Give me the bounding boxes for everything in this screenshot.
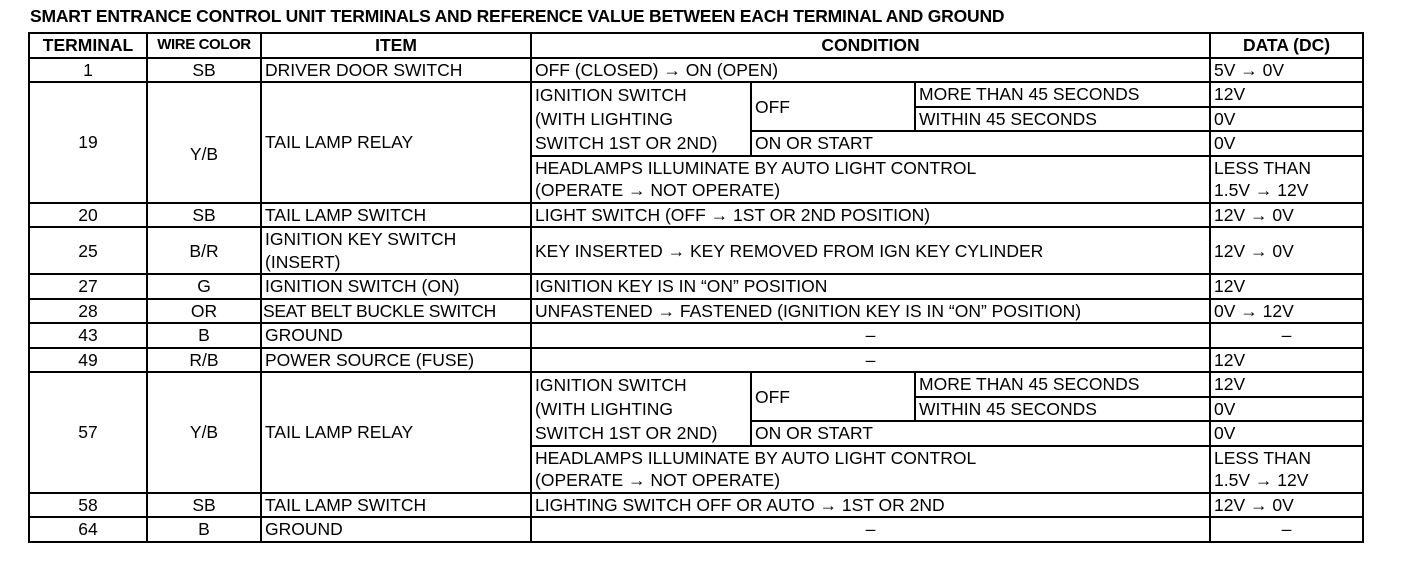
condition-ignition-line1: IGNITION SWITCH bbox=[531, 372, 751, 397]
table-row bbox=[29, 493, 1363, 518]
wire-color-cell: SB bbox=[147, 203, 261, 228]
wire-color-cell: Y/B bbox=[147, 107, 261, 203]
data-cell: – bbox=[1210, 323, 1363, 348]
condition-ignition-line2: (WITH LIGHTING bbox=[531, 107, 751, 132]
condition-ignition-line1: IGNITION SWITCH bbox=[531, 82, 751, 107]
table-row bbox=[29, 348, 1363, 373]
table-row bbox=[29, 227, 1363, 251]
condition-cell: – bbox=[531, 323, 1210, 348]
data-cell: 0V → 12V bbox=[1210, 299, 1363, 324]
wire-color-cell: Y/B bbox=[147, 372, 261, 493]
wire-color-cell: B bbox=[147, 517, 261, 542]
wire-color-cell: SB bbox=[147, 58, 261, 83]
condition-off: OFF bbox=[751, 82, 915, 131]
condition-more-than-45: MORE THAN 45 SECONDS bbox=[915, 82, 1210, 107]
data-cell: – bbox=[1210, 517, 1363, 542]
header-terminal: TERMINAL bbox=[29, 33, 147, 58]
data-cell-line1: LESS THAN bbox=[1210, 156, 1363, 180]
terminal-cell: 19 bbox=[29, 82, 147, 203]
item-cell-line2: (INSERT) bbox=[261, 251, 531, 275]
table-row bbox=[29, 517, 1363, 542]
terminal-cell: 28 bbox=[29, 299, 147, 324]
condition-on-or-start: ON OR START bbox=[751, 131, 1210, 156]
item-cell: POWER SOURCE (FUSE) bbox=[261, 348, 531, 373]
wire-color-cell-top bbox=[147, 82, 261, 107]
item-cell: TAIL LAMP SWITCH bbox=[261, 203, 531, 228]
data-cell: 0V bbox=[1210, 107, 1363, 132]
table-row bbox=[29, 323, 1363, 348]
condition-cell: OFF (CLOSED) → ON (OPEN) bbox=[531, 58, 1210, 83]
wire-color-cell: SB bbox=[147, 493, 261, 518]
data-cell: 5V → 0V bbox=[1210, 58, 1363, 83]
wire-color-cell: R/B bbox=[147, 348, 261, 373]
table-row bbox=[29, 299, 1363, 324]
header-condition: CONDITION bbox=[531, 33, 1210, 58]
header-data: DATA (DC) bbox=[1210, 33, 1363, 58]
condition-headlamps-line1: HEADLAMPS ILLUMINATE BY AUTO LIGHT CONTROL bbox=[531, 156, 1210, 180]
terminal-cell: 27 bbox=[29, 274, 147, 299]
table-row bbox=[29, 203, 1363, 228]
condition-headlamps-line1: HEADLAMPS ILLUMINATE BY AUTO LIGHT CONTROL bbox=[531, 446, 1210, 470]
data-cell-line2: 1.5V → 12V bbox=[1210, 469, 1363, 493]
terminal-cell: 1 bbox=[29, 58, 147, 83]
data-cell: 12V → 0V bbox=[1210, 227, 1363, 274]
item-cell: TAIL LAMP RELAY bbox=[261, 372, 531, 493]
condition-cell: – bbox=[531, 517, 1210, 542]
header-wire-color: WIRE COLOR bbox=[147, 33, 261, 58]
wire-color-cell: G bbox=[147, 274, 261, 299]
data-cell-line1: LESS THAN bbox=[1210, 446, 1363, 470]
table-row bbox=[29, 107, 1363, 132]
terminals-table bbox=[28, 32, 1364, 543]
data-cell: 12V bbox=[1210, 348, 1363, 373]
table-title: SMART ENTRANCE CONTROL UNIT TERMINALS AND REFERENCE VALUE BETWEEN EACH TERMINAL AND GROUND bbox=[30, 6, 1005, 26]
condition-ignition-line3: SWITCH 1ST OR 2ND) bbox=[531, 131, 751, 156]
data-cell: 12V bbox=[1210, 274, 1363, 299]
item-cell: TAIL LAMP RELAY bbox=[261, 82, 531, 203]
wire-color-cell: OR bbox=[147, 299, 261, 324]
condition-headlamps-line2: (OPERATE → NOT OPERATE) bbox=[531, 179, 1210, 203]
wire-color-cell: B bbox=[147, 323, 261, 348]
table-row bbox=[29, 372, 1363, 397]
condition-cell: – bbox=[531, 348, 1210, 373]
item-cell: GROUND bbox=[261, 323, 531, 348]
item-cell-line1: IGNITION KEY SWITCH bbox=[261, 227, 531, 251]
data-cell: 12V bbox=[1210, 372, 1363, 397]
item-cell: IGNITION SWITCH (ON) bbox=[261, 274, 531, 299]
data-cell-line2: 1.5V → 12V bbox=[1210, 179, 1363, 203]
item-cell: SEAT BELT BUCKLE SWITCH bbox=[261, 299, 531, 324]
condition-cell: KEY INSERTED → KEY REMOVED FROM IGN KEY CYLINDER bbox=[531, 227, 1210, 274]
terminal-cell: 20 bbox=[29, 203, 147, 228]
condition-off: OFF bbox=[751, 372, 915, 421]
data-cell: 12V → 0V bbox=[1210, 493, 1363, 518]
data-cell: 0V bbox=[1210, 131, 1363, 156]
item-cell: DRIVER DOOR SWITCH bbox=[261, 58, 531, 83]
condition-ignition-line2: (WITH LIGHTING bbox=[531, 397, 751, 422]
terminal-cell: 64 bbox=[29, 517, 147, 542]
condition-more-than-45: MORE THAN 45 SECONDS bbox=[915, 372, 1210, 397]
data-cell: 12V bbox=[1210, 82, 1363, 107]
item-cell: GROUND bbox=[261, 517, 531, 542]
data-cell: 0V bbox=[1210, 397, 1363, 422]
terminal-cell: 58 bbox=[29, 493, 147, 518]
wire-color-cell: B/R bbox=[147, 227, 261, 274]
condition-cell: LIGHT SWITCH (OFF → 1ST OR 2ND POSITION) bbox=[531, 203, 1210, 228]
data-cell: 12V → 0V bbox=[1210, 203, 1363, 228]
header-item: ITEM bbox=[261, 33, 531, 58]
condition-headlamps-line2: (OPERATE → NOT OPERATE) bbox=[531, 469, 1210, 493]
condition-cell: UNFASTENED → FASTENED (IGNITION KEY IS IN “ON” POSITION) bbox=[531, 299, 1210, 324]
terminal-cell: 25 bbox=[29, 227, 147, 274]
condition-on-or-start: ON OR START bbox=[751, 421, 1210, 446]
table-row bbox=[29, 82, 1363, 107]
terminal-cell: 57 bbox=[29, 372, 147, 493]
condition-ignition-line3: SWITCH 1ST OR 2ND) bbox=[531, 421, 751, 446]
table-row bbox=[29, 58, 1363, 83]
terminal-cell: 43 bbox=[29, 323, 147, 348]
condition-within-45: WITHIN 45 SECONDS bbox=[915, 107, 1210, 132]
table-header-row bbox=[29, 33, 1363, 58]
condition-cell: IGNITION KEY IS IN “ON” POSITION bbox=[531, 274, 1210, 299]
data-cell: 0V bbox=[1210, 421, 1363, 446]
terminal-cell: 49 bbox=[29, 348, 147, 373]
condition-within-45: WITHIN 45 SECONDS bbox=[915, 397, 1210, 422]
condition-cell: LIGHTING SWITCH OFF OR AUTO → 1ST OR 2ND bbox=[531, 493, 1210, 518]
table-row bbox=[29, 274, 1363, 299]
item-cell: TAIL LAMP SWITCH bbox=[261, 493, 531, 518]
